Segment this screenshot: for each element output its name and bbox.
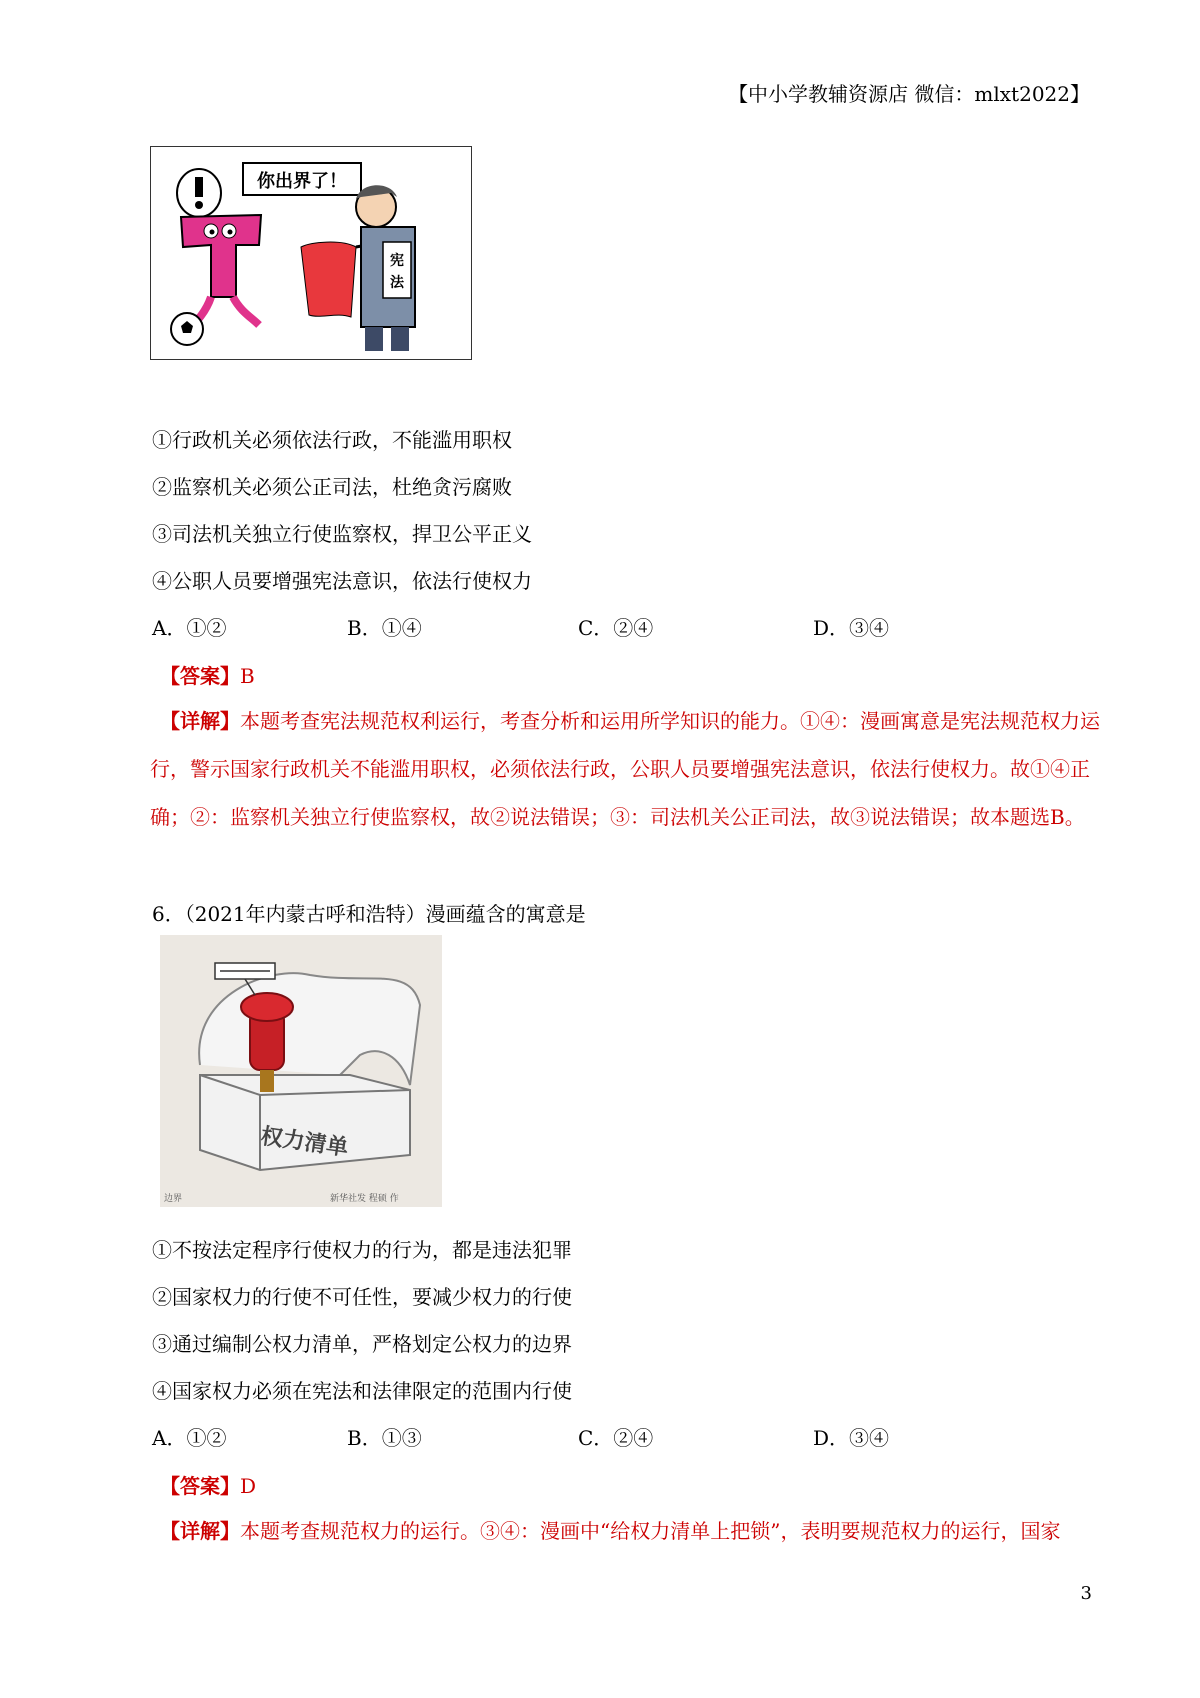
q6-option-b: B．①③ bbox=[347, 1426, 422, 1450]
q6-detail-text: 本题考查规范权力的运行。③④：漫画中“给权力清单上把锁”，表明要规范权力的运行，国家 bbox=[240, 1519, 1061, 1543]
q5-item-1: ①行政机关必须依法行政，不能滥用职权 bbox=[152, 428, 512, 452]
q5-detail bbox=[150, 697, 1100, 841]
q6-detail bbox=[150, 1507, 1100, 1555]
q5-detail-text: 本题考查宪法规范权利运行，考查分析和运用所学知识的能力。①④：漫画寓意是宪法规范权力运行，警示国家行政机关不能滥用职权，必须依法行政，公职人员要增强宪法意识，依法行使权力。故①④正确；②：监察机关独立行使监察权，故②说法错误；③：司法机关公正司法，故③说法错误；故本题选B。 bbox=[150, 709, 1100, 829]
speech-sign-text: 你出界了！ bbox=[257, 171, 347, 192]
caption-left: 边界 bbox=[164, 1194, 183, 1204]
q6-option-a: A．①② bbox=[152, 1426, 227, 1450]
q6-item-1: ①不按法定程序行使权力的行为，都是违法犯罪 bbox=[152, 1238, 572, 1262]
q5-option-c: C．②④ bbox=[578, 616, 654, 640]
q5-option-d: D．③④ bbox=[813, 616, 890, 640]
q5-option-a: A．①② bbox=[152, 616, 227, 640]
ribbon-boundary bbox=[199, 973, 420, 1085]
svg-text:法: 法 bbox=[390, 275, 404, 291]
cartoon-constitution-image bbox=[150, 146, 472, 360]
q5-item-4: ④公职人员要增强宪法意识，依法行使权力 bbox=[152, 569, 532, 593]
box-label-text: 权力清单 bbox=[259, 1124, 350, 1162]
q6-detail-label: 【详解】 bbox=[160, 1519, 240, 1543]
q6-answer-value: D bbox=[240, 1474, 257, 1498]
q5-answer-label: 【答案】 bbox=[160, 664, 240, 688]
page-number: 3 bbox=[1080, 1583, 1092, 1604]
q5-item-3: ③司法机关独立行使监察权，捍卫公平正义 bbox=[152, 522, 532, 546]
power-list-box bbox=[200, 1075, 410, 1170]
q6-item-3: ③通过编制公权力清单，严格划定公权力的边界 bbox=[152, 1332, 572, 1356]
power-character bbox=[181, 215, 261, 297]
cartoon-constitution-drawing bbox=[151, 147, 471, 359]
q6-item-2: ②国家权力的行使不可任性，要减少权力的行使 bbox=[152, 1285, 572, 1309]
q5-detail-label: 【详解】 bbox=[160, 709, 240, 733]
q6-option-d: D．③④ bbox=[813, 1426, 890, 1450]
red-flag bbox=[301, 242, 356, 317]
q6-stem: 6．（2021年内蒙古呼和浩特）漫画蕴含的寓意是 bbox=[152, 902, 586, 926]
caption-right: 新华社发 程硕 作 bbox=[330, 1194, 399, 1204]
cartoon-power-list-drawing bbox=[160, 935, 442, 1207]
cartoon-power-list-image bbox=[160, 935, 442, 1207]
page-header: 【中小学教辅资源店 微信：mlxt2022】 bbox=[728, 82, 1090, 106]
q6-answer bbox=[160, 1470, 256, 1499]
q5-option-b: B．①④ bbox=[347, 616, 422, 640]
q6-item-4: ④国家权力必须在宪法和法律限定的范围内行使 bbox=[152, 1379, 572, 1403]
q5-answer bbox=[160, 660, 255, 689]
q6-answer-label: 【答案】 bbox=[160, 1474, 240, 1498]
q6-option-c: C．②④ bbox=[578, 1426, 654, 1450]
q5-answer-value: B bbox=[240, 664, 255, 688]
svg-text:宪: 宪 bbox=[390, 253, 404, 269]
q5-item-2: ②监察机关必须公正司法，杜绝贪污腐败 bbox=[152, 475, 512, 499]
